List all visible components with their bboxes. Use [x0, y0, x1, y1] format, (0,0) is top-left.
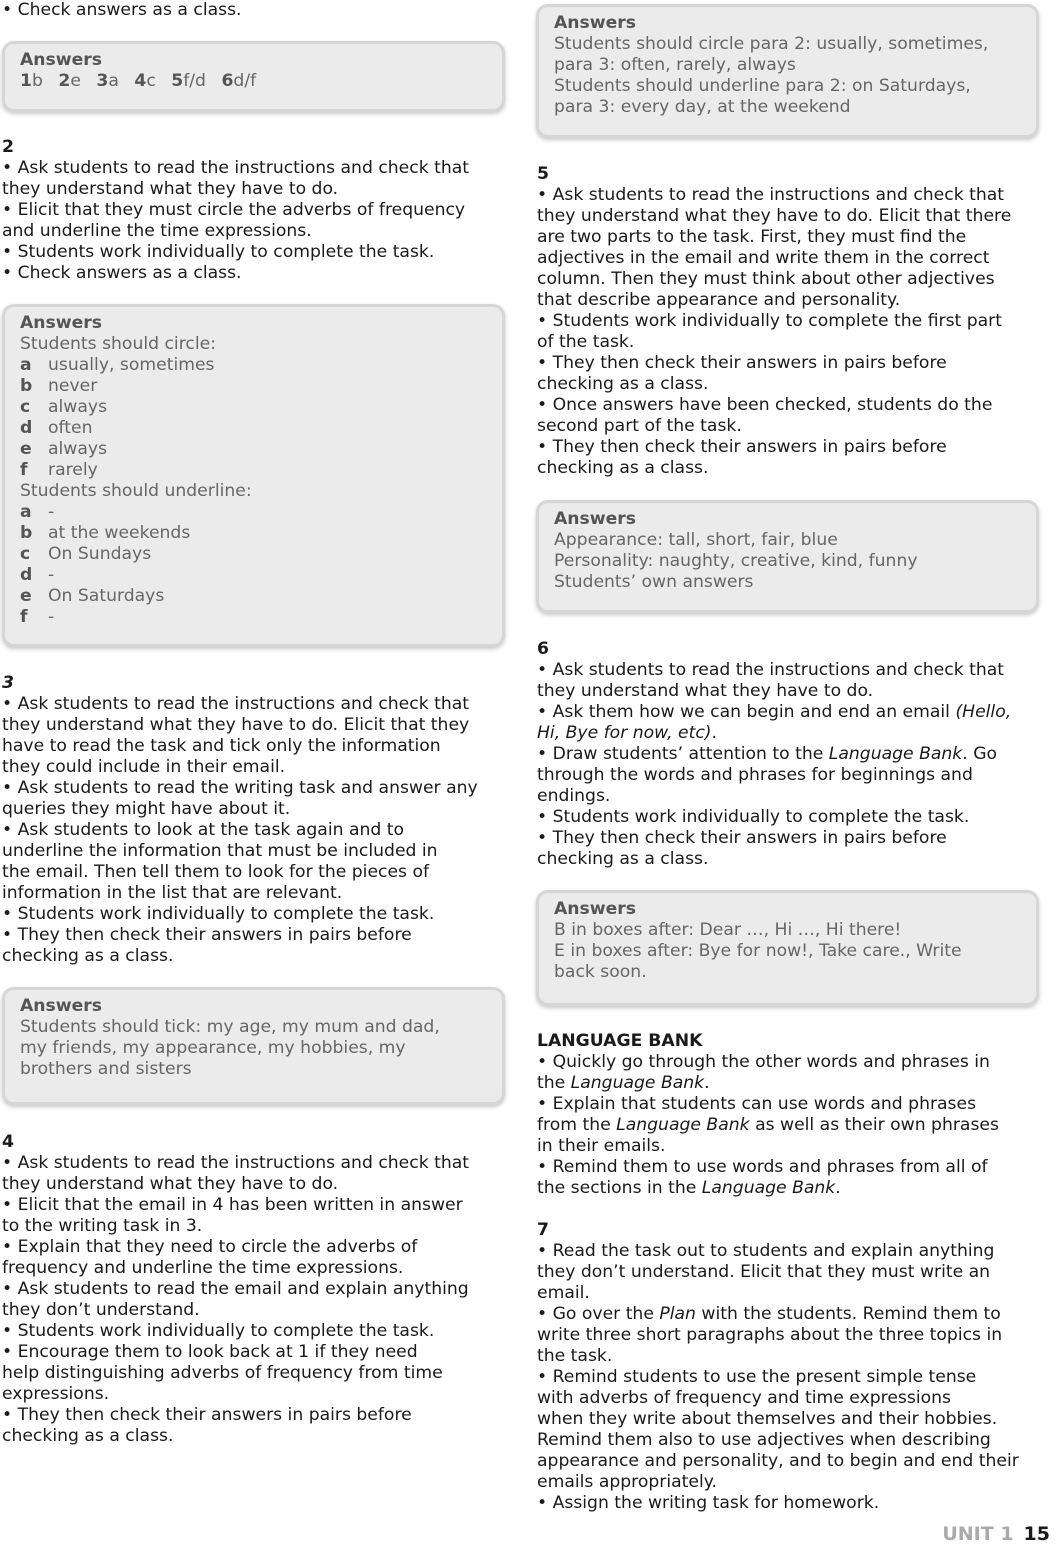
answer-row: d -	[20, 565, 55, 585]
answers-title: Answers	[554, 899, 637, 919]
section-number: 4	[2, 1132, 14, 1152]
answer-row: b never	[20, 376, 98, 396]
unit-label: UNIT 1	[942, 1523, 1014, 1545]
page-number: 15	[1023, 1523, 1050, 1545]
answers-title: Answers	[554, 509, 637, 529]
section-number: 7	[537, 1220, 549, 1240]
left-top-bullet: • Check answers as a class.	[2, 0, 242, 20]
answer-row: c On Sundays	[20, 544, 152, 564]
answer-row: d often	[20, 418, 93, 438]
answer-row: f -	[20, 607, 55, 627]
answers-inline: 1b 2e 3a 4c 5f/d 6d/f	[20, 71, 257, 91]
section-3: 3 • Ask students to read the instructions and check that they understand what they have to do. Elicit that they have to read the task and tick only the information they could include in their email. • Ask students to read the writing task and answer any queries they might have about it. • Ask students to look at the task again and to underline the information that must be included in the email. Then tell them to look for the pieces of information in the list that are relevant. • Students work individually to complete the task. • They then check their answers in pairs before checking as a class.	[2, 673, 508, 967]
section-number: 2	[2, 137, 14, 157]
answer-row: e On Saturdays	[20, 586, 165, 606]
answer-row: a -	[20, 502, 55, 522]
answer-row: a usually, sometimes	[20, 355, 215, 375]
answer-row: b at the weekends	[20, 523, 191, 543]
answers-title: Answers	[554, 13, 637, 33]
language-bank-section: LANGUAGE BANK • Quickly go through the other words and phrases in the Language Bank. • Explain that students can use words and phrases from the Language Bank as well as their own phrases in their emails. • Remind them to use words and phrases from all of the sections in the Language Bank.	[537, 1031, 1047, 1199]
section-2: 2 • Ask students to read the instructions and check that they understand what they have to do. • Elicit that they must circle the adverbs of frequency and underline the time expressions. • Students work individually to complete the task. • Check answers as a class.	[2, 137, 508, 284]
answers-title: Answers	[20, 996, 103, 1016]
page-footer	[942, 1524, 1050, 1545]
answers-title: Answers	[20, 313, 103, 333]
answer-row: f rarely	[20, 460, 98, 480]
answers-box-1	[2, 41, 505, 112]
section-7: 7 • Read the task out to students and explain anything they don’t understand. Elicit that they must write an email. • Go over the Plan with the students. Remind them to write three short paragraphs about the three topics in the task. • Remind students to use the present simple tense with adverbs of frequency and time expressions when they write about themselves and their hobbies. Remind them also to use adjectives when describing appearance and personality, and to begin and end their emails appropriately. • Assign the writing task for homework.	[537, 1220, 1047, 1514]
answers-title: Answers	[20, 50, 103, 70]
language-bank-heading: LANGUAGE BANK	[537, 1031, 703, 1051]
answers-box-2: Answers Students should circle: a usually, sometimes b never c always d often e always f rarely Students should underline: a - b at the weekends c On Sundays d - e On Saturdays f -	[2, 304, 505, 647]
answer-row: c always	[20, 397, 108, 417]
section-number: 3	[2, 673, 14, 693]
answers-box-4: Answers Students should circle para 2: usually, sometimes, para 3: often, rarely, always Students should underline para 2: on Saturdays, para 3: every day, at the weekend	[536, 4, 1039, 138]
answers-box-6: Answers B in boxes after: Dear …, Hi …, Hi there! E in boxes after: Bye for now!, Take care., Write back soon.	[536, 890, 1039, 1006]
section-6: 6 • Ask students to read the instructions and check that they understand what they have to do. • Ask them how we can begin and end an email (Hello, Hi, Bye for now, etc). • Draw students’ attention to the Language Bank. Go through the words and phrases for beginnings and endings. • Students work individually to complete the task. • They then check their answers in pairs before checking as a class.	[537, 639, 1047, 870]
answers-box-3: Answers Students should tick: my age, my mum and dad, my friends, my appearance, my hobbies, my brothers and sisters	[2, 987, 505, 1105]
section-number: 6	[537, 639, 549, 659]
section-4: 4 • Ask students to read the instructions and check that they understand what they have to do. • Elicit that the email in 4 has been written in answer to the writing task in 3. • Explain that they need to circle the adverbs of frequency and underline the time expressions. • Ask students to read the email and explain anything they don’t understand. • Students work individually to complete the task. • Encourage them to look back at 1 if they need help distinguishing adverbs of frequency from time expressions. • They then check their answers in pairs before checking as a class.	[2, 1132, 508, 1447]
section-number: 5	[537, 164, 549, 184]
section-5: 5 • Ask students to read the instructions and check that they understand what they have to do. Elicit that there are two parts to the task. First, they must find the adjectives in the email and write them in the correct column. Then they must think about other adjectives that describe appearance and personality. • Students work individually to complete the first part of the task. • They then check their answers in pairs before checking as a class. • Once answers have been checked, students do the second part of the task. • They then check their answers in pairs before checking as a class.	[537, 164, 1047, 479]
answers-box-5: Answers Appearance: tall, short, fair, blue Personality: naughty, creative, kind, funny Students’ own answers	[536, 500, 1039, 613]
answer-row: e always	[20, 439, 108, 459]
